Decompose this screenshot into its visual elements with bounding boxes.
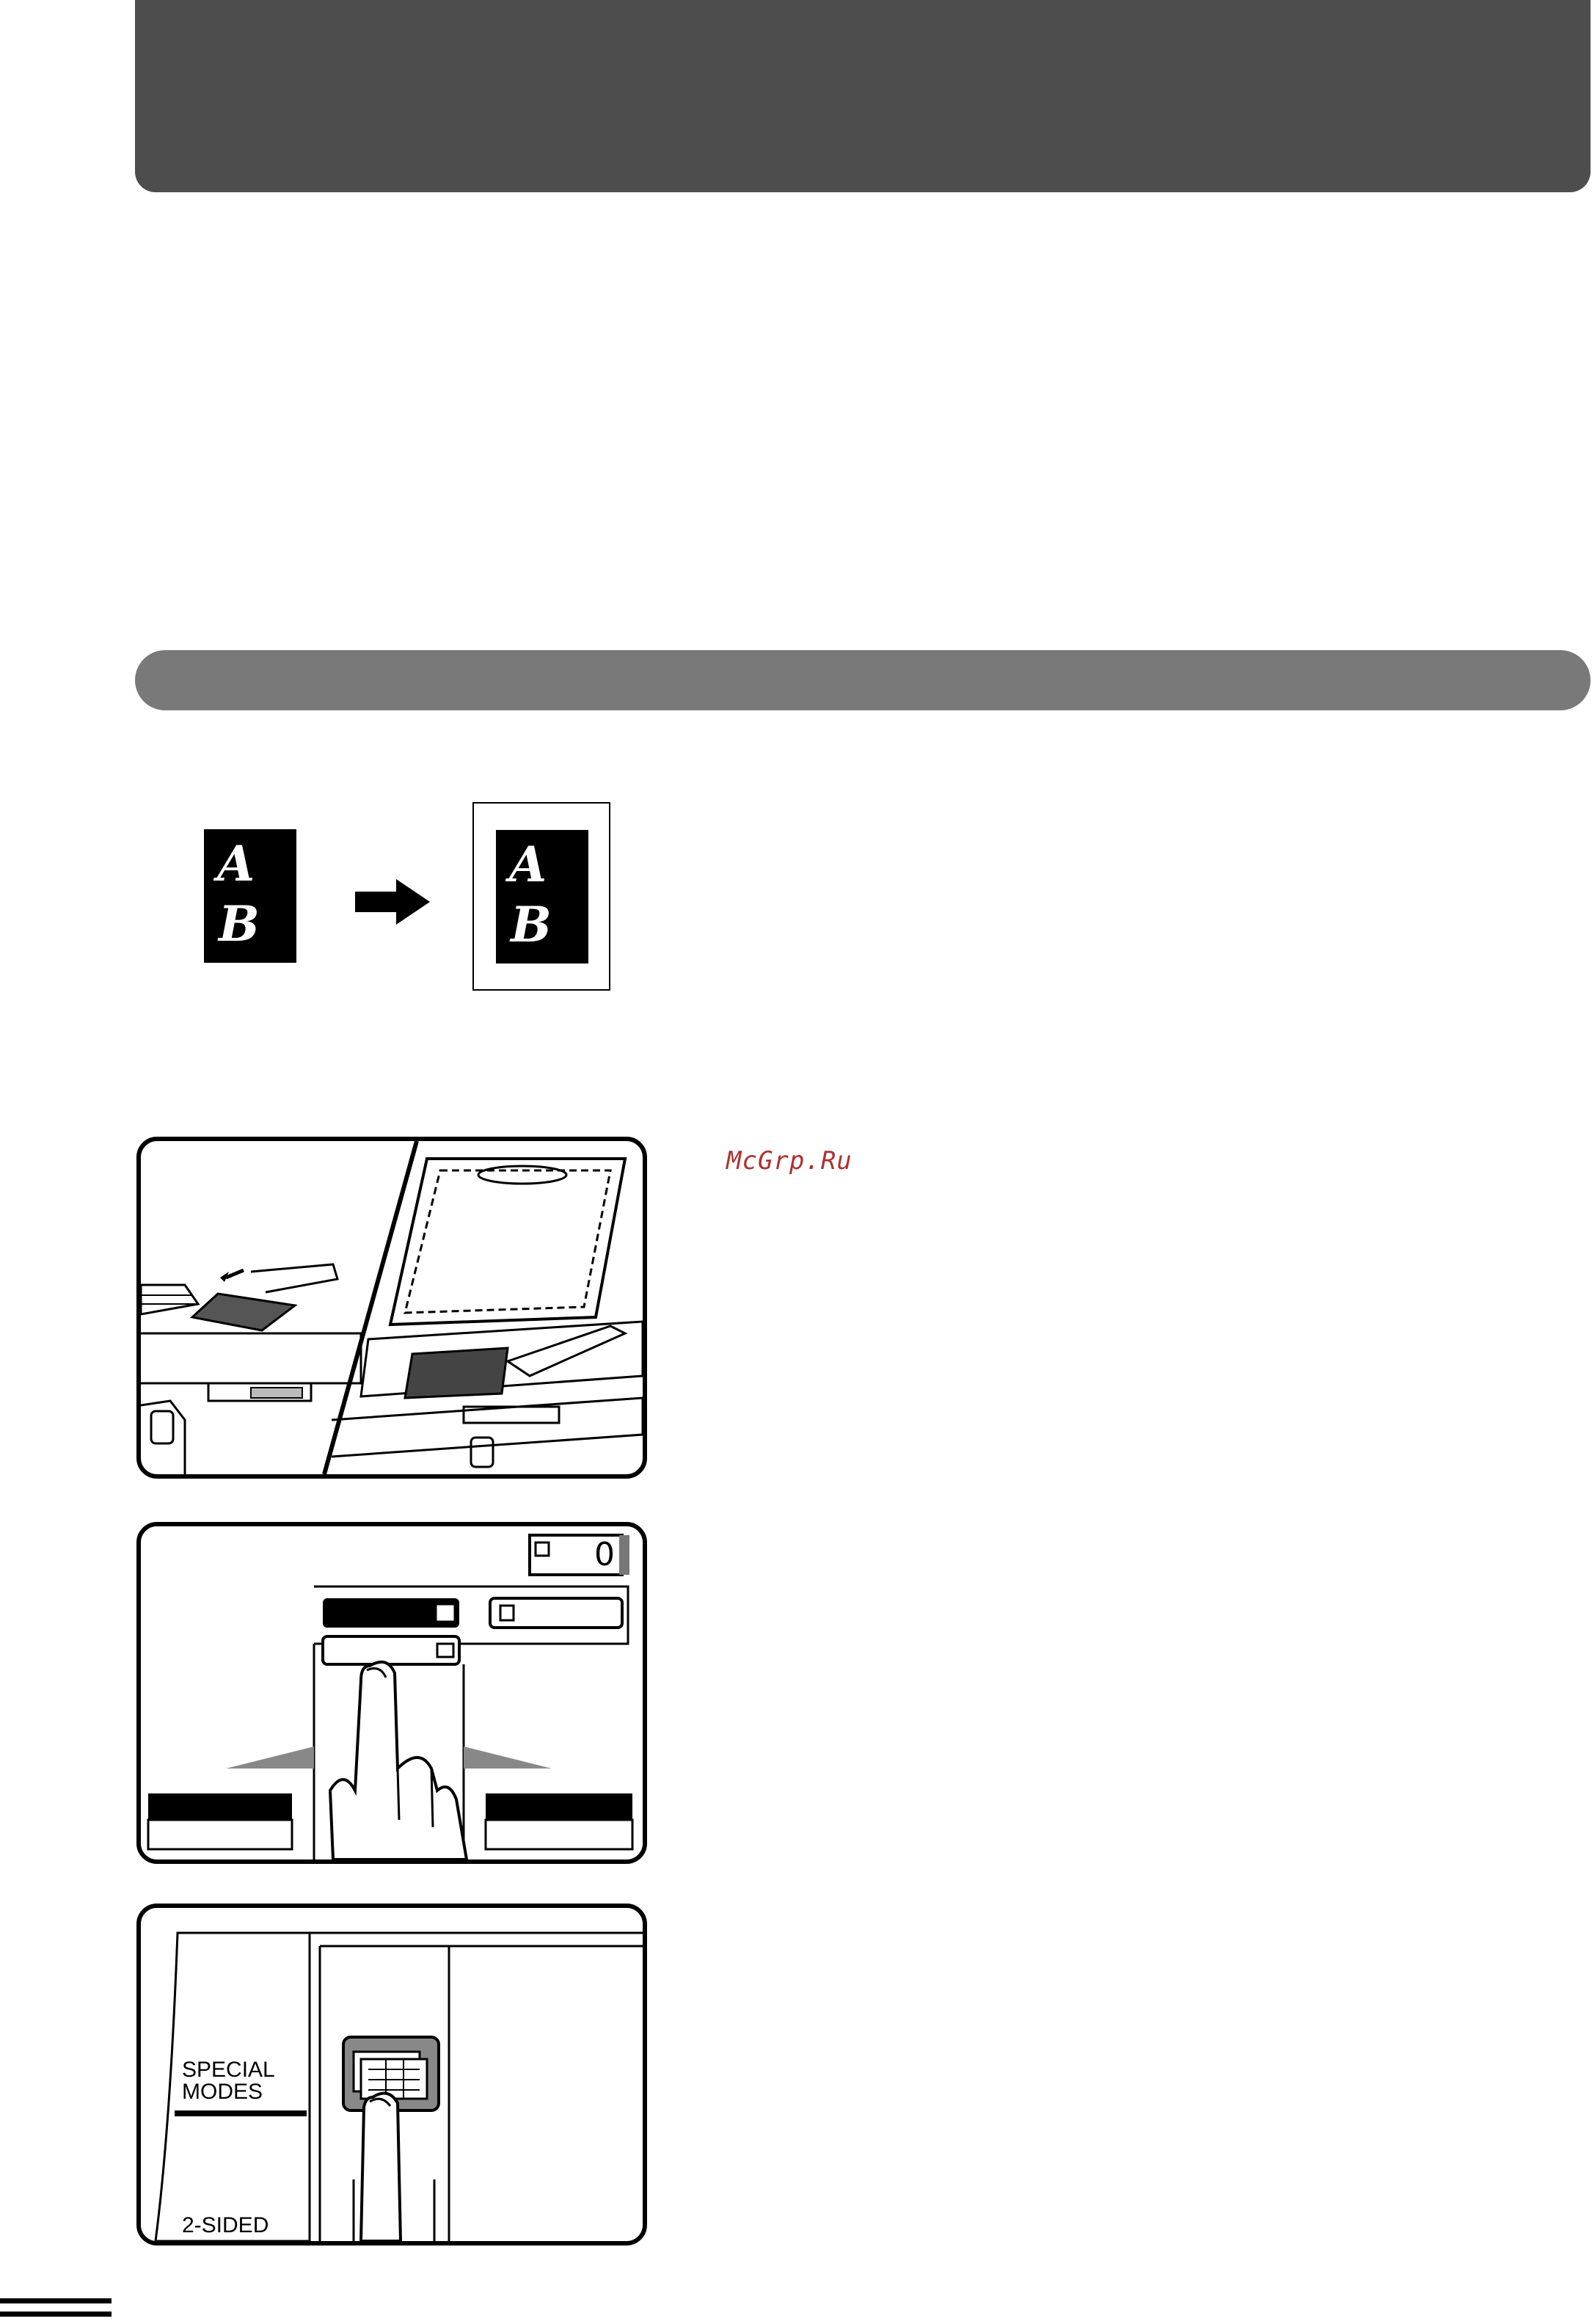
original-letter-b: B <box>219 895 260 952</box>
footer-rule-top <box>0 2298 112 2303</box>
special-modes-label <box>182 2059 275 2103</box>
original-document <box>204 829 296 963</box>
arrow-right-icon <box>355 879 430 925</box>
touch-panel-illustration <box>136 1522 647 1864</box>
two-sided-label: 2-SIDED <box>182 2213 269 2237</box>
place-original-illustration <box>136 1137 647 1479</box>
footer-rule-bottom <box>0 2312 112 2317</box>
header-bar <box>135 0 1591 192</box>
special-modes-illustration <box>136 1904 647 2245</box>
copy-sheet <box>472 802 610 991</box>
copy-image <box>496 830 588 964</box>
section-bar <box>135 650 1591 710</box>
copy-counter: 0 <box>594 1536 615 1573</box>
copier-drawing <box>141 1141 643 1474</box>
special-modes-label-line1: SPECIAL <box>182 2058 275 2082</box>
special-modes-label-line2: MODES <box>182 2080 263 2104</box>
original-letter-a: A <box>217 835 255 892</box>
touch-panel-drawing <box>141 1526 643 1859</box>
watermark: McGrp.Ru <box>726 1146 852 1176</box>
copy-letter-a: A <box>509 836 547 893</box>
copy-letter-b: B <box>511 896 552 953</box>
